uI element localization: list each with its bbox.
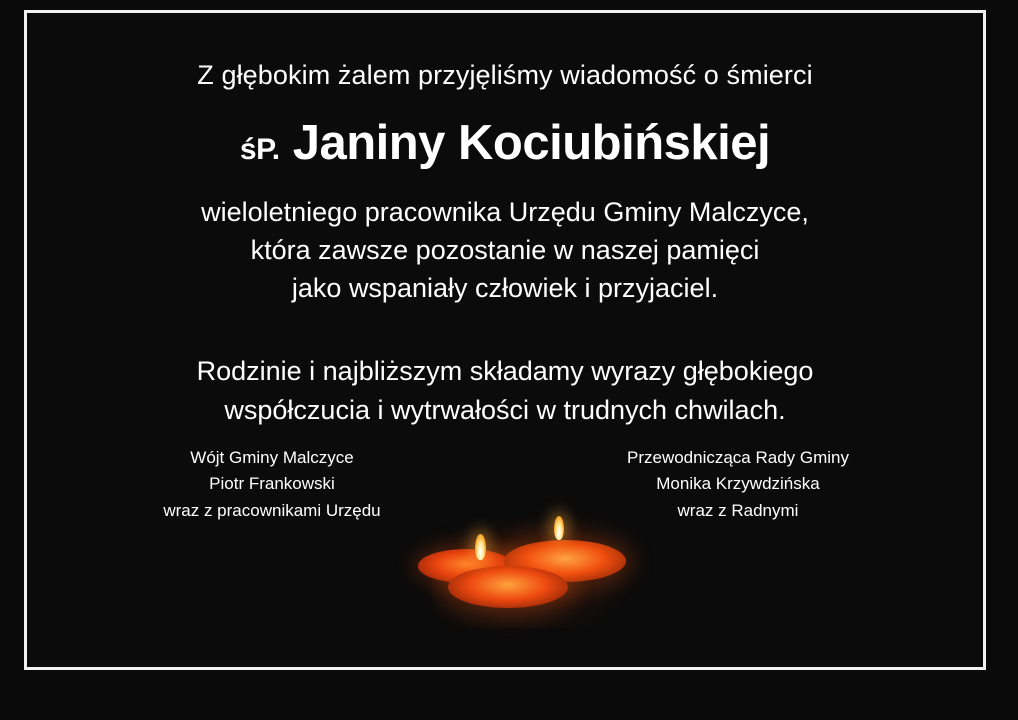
- signature-left-person: Piotr Frankowski: [209, 474, 335, 494]
- signature-left: [107, 445, 437, 524]
- condolence-text: [67, 352, 943, 430]
- lead-text: Z głębokim żalem przyjęliśmy wiadomość o śmierci: [197, 60, 813, 90]
- signature-right-group: wraz z Radnymi: [677, 500, 799, 520]
- signature-left-group: wraz z pracownikami Urzędu: [163, 500, 381, 520]
- candle-front: [448, 566, 568, 608]
- flame-right-icon: [554, 516, 564, 540]
- role-line-2: która zawsze pozostanie w naszej pamięci: [250, 235, 760, 266]
- flame-left-icon: [475, 534, 486, 560]
- candles-icon: [412, 508, 642, 638]
- name-prefix: śP.: [239, 132, 280, 166]
- role-line-1: wieloletniego pracownika Urzędu Gminy Malczyce,: [201, 196, 809, 227]
- condolence-line-2: współczucia i wytrwałości w trudnych chwilach.: [224, 394, 786, 425]
- condolence-line-1: Rodzinie i najbliższym składamy wyrazy głębokiego: [196, 355, 814, 386]
- role-description: [67, 193, 943, 308]
- signature-right-title: Przewodnicząca Rady Gminy: [626, 448, 850, 467]
- deceased-name: [67, 115, 943, 171]
- notice-frame: [24, 10, 986, 670]
- name-text: Janiny Kociubińskiej: [292, 115, 771, 170]
- signature-left-title: Wójt Gminy Malczyce: [190, 448, 354, 467]
- role-line-3: jako wspaniały człowiek i przyjaciel.: [291, 273, 719, 304]
- signature-right-person: Monika Krzywdzińska: [656, 474, 820, 494]
